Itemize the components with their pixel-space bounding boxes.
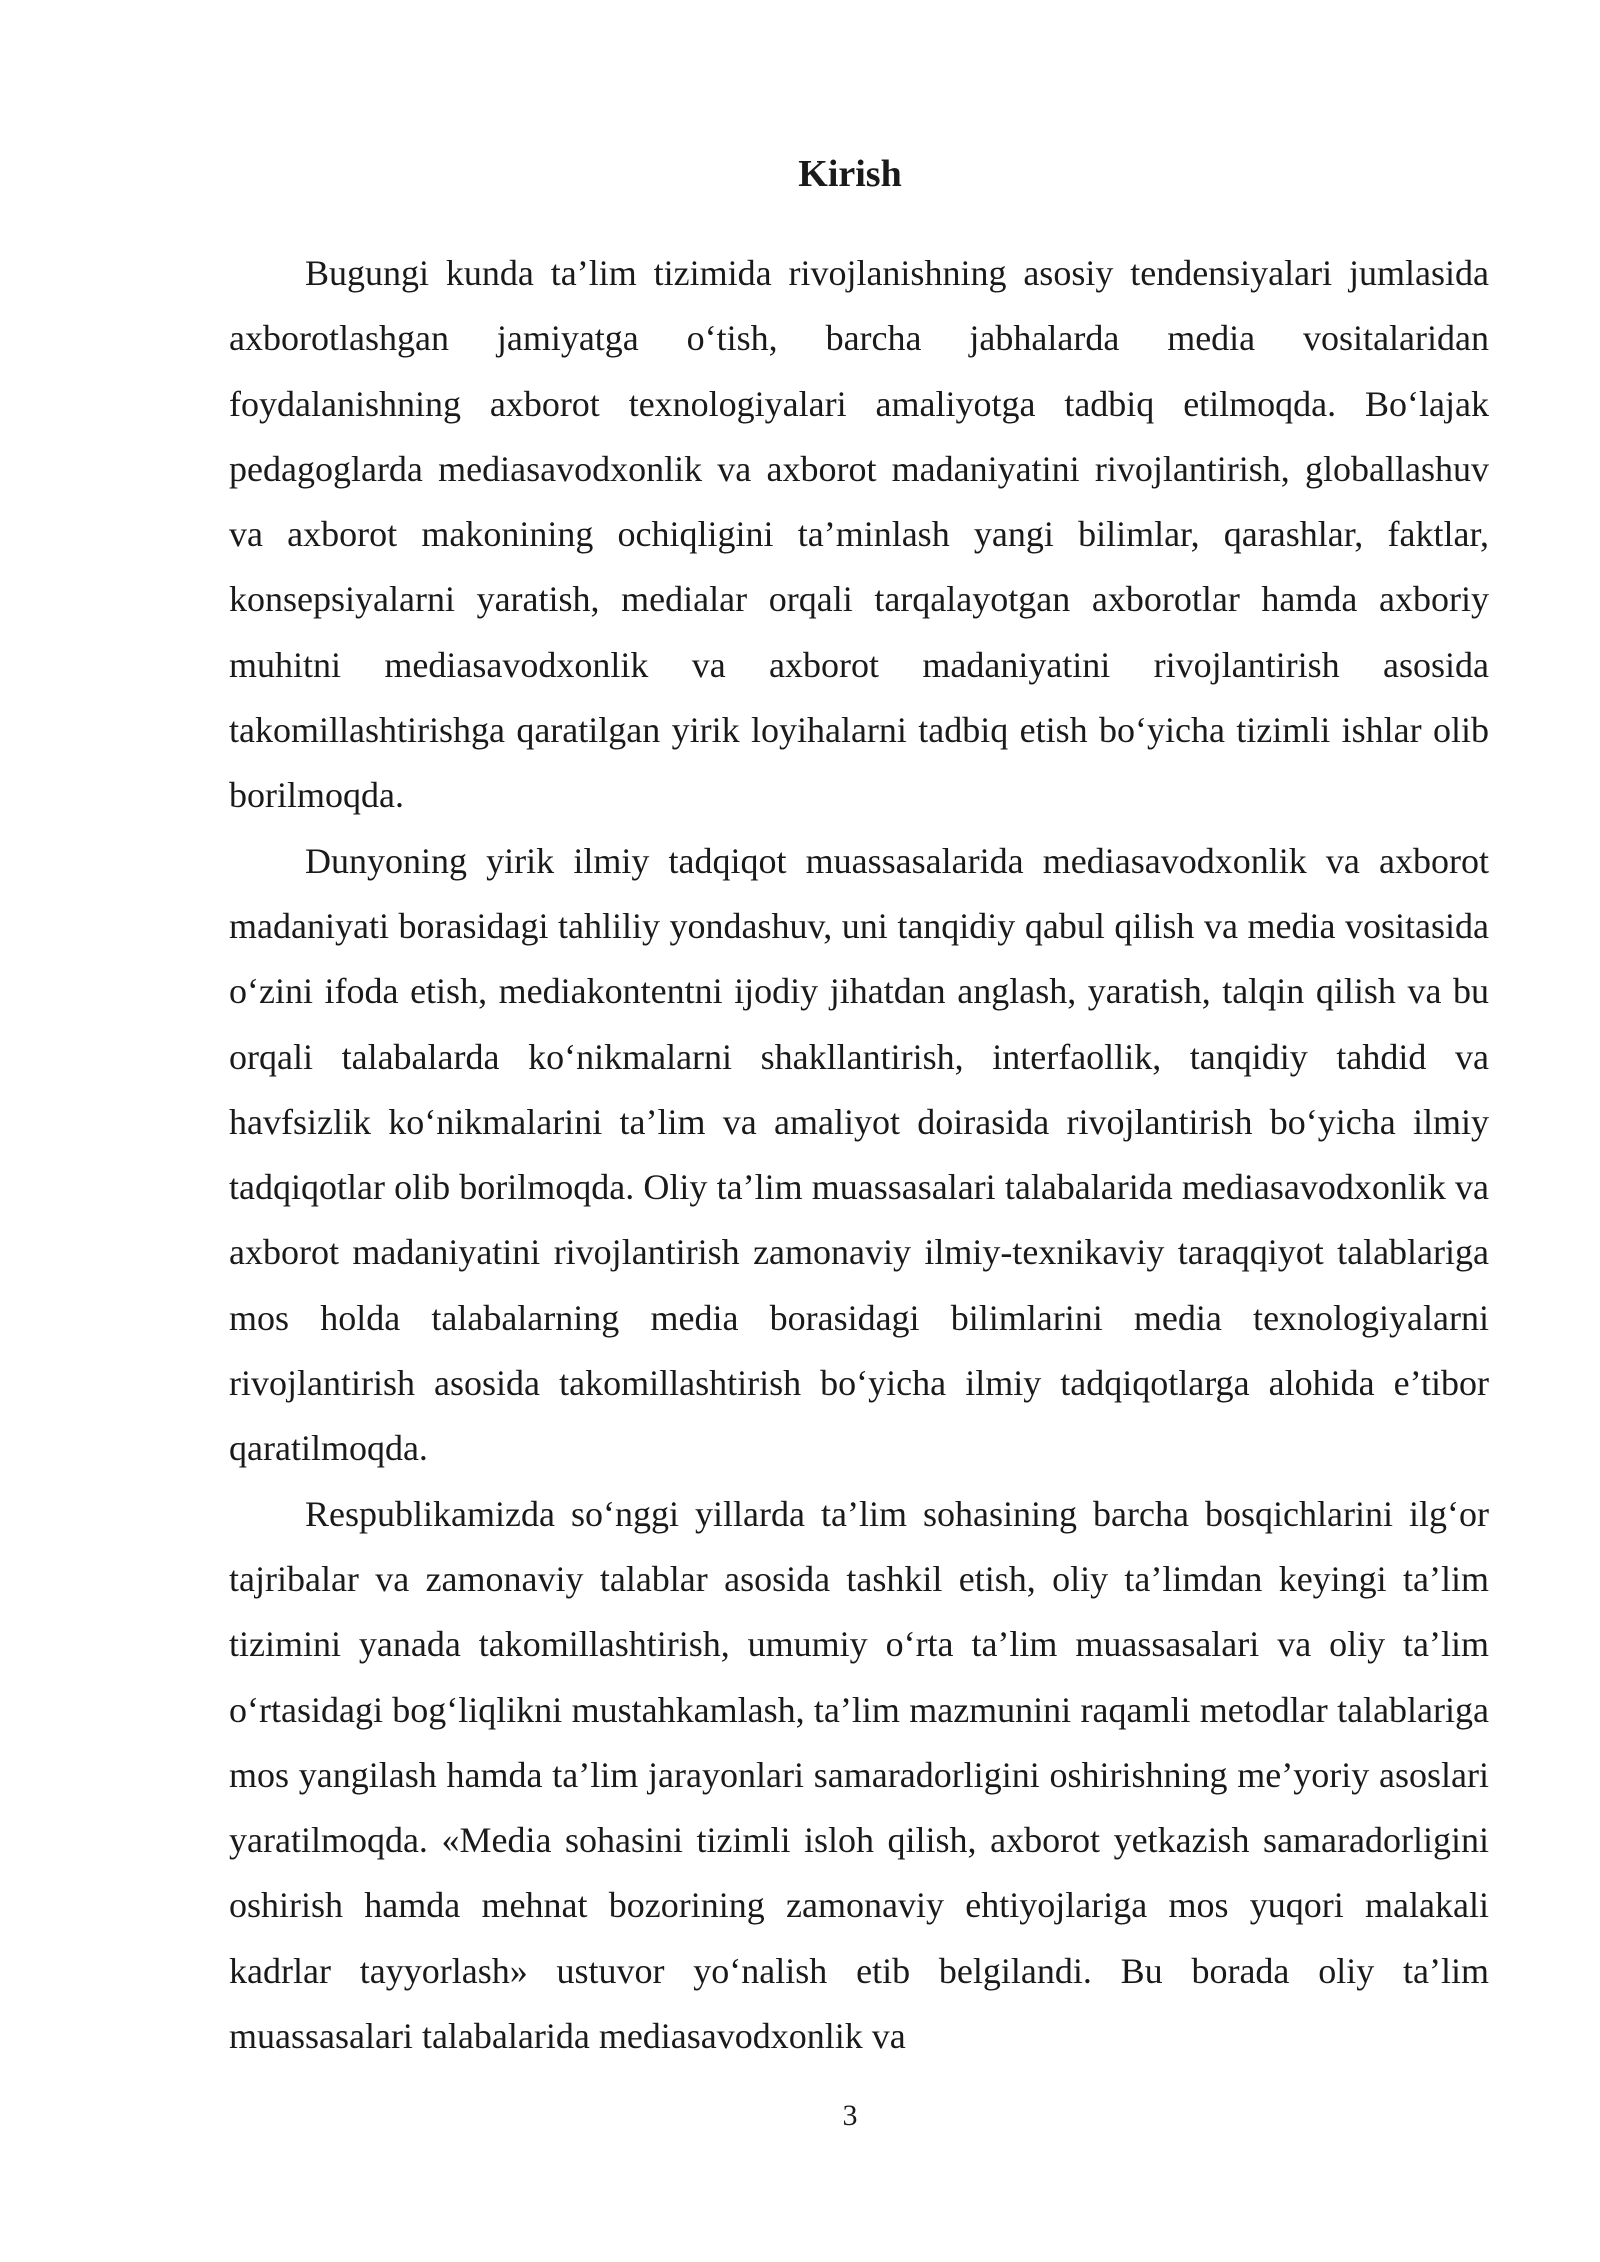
- page-number: 3: [842, 2099, 858, 2132]
- section-heading: Kirish: [798, 153, 902, 195]
- body-text: [229, 241, 1489, 2069]
- paragraph-2: Dunyoning yirik ilmiy tadqiqot muassasalarida mediasavodxonlik va axborot madaniyati borasidagi tahliliy yondashuv, uni tanqidiy qabul qilish va media vositasida o‘zini ifoda etish, mediakontentni ijodiy jihatdan anglash, yaratish, talqin qilish va bu orqali talabalarda ko‘nikmalarni shakllantirish, interfaollik, tanqidiy tahdid va havfsizlik ko‘nikmalarini ta’lim va amaliyot doirasida rivojlantirish bo‘yicha ilmiy tadqiqotlar olib borilmoqda. Oliy ta’lim muassasalari talabalarida mediasavodxonlik va axborot madaniyatini rivojlantirish zamonaviy ilmiy-texnikaviy taraqqiyot talablariga mos holda talabalarning media borasidagi bilimlarini media texnologiyalarni rivojlantirish asosida takomillashtirish bo‘yicha ilmiy tadqiqotlarga alohida e’tibor qaratilmoqda.: [229, 840, 1489, 1469]
- paragraph-1: Bugungi kunda ta’lim tizimida rivojlanishning asosiy tendensiyalari jumlasida axborotlashgan jamiyatga o‘tish, barcha jabhalarda media vositalaridan foydalanishning axborot texnologiyalari amaliyotga tadbiq etilmoqda. Bo‘lajak pedagoglarda mediasavodxonlik va axborot madaniyatini rivojlantirish, globallashuv va axborot makonining ochiqligini ta’minlash yangi bilimlar, qarashlar, faktlar, konsepsiyalarni yaratish, medialar orqali tarqalayotgan axborotlar hamda axboriy muhitni mediasavodxonlik va axborot madaniyatini rivojlantirish asosida takomillashtirishga qaratilgan yirik loyihalarni tadbiq etish bo‘yicha tizimli ishlar olib borilmoqda.: [229, 253, 1489, 816]
- paragraph-3: Respublikamizda so‘nggi yillarda ta’lim sohasining barcha bosqichlarini ilg‘or tajribalar va zamonaviy talablar asosida tashkil etish, oliy ta’limdan keyingi ta’lim tizimini yanada takomillashtirish, umumiy o‘rta ta’lim muassasalari va oliy ta’lim o‘rtasidagi bog‘liqlikni mustahkamlash, ta’lim mazmunini raqamli metodlar talablariga mos yangilash hamda ta’lim jarayonlari samaradorligini oshirishning me’yoriy asoslari yaratilmoqda. «Media sohasini tizimli isloh qilish, axborot yetkazish samaradorligini oshirish hamda mehnat bozorining zamonaviy ehtiyojlariga mos yuqori malakali kadrlar tayyorlash» ustuvor yo‘nalish etib belgilandi. Bu borada oliy ta’lim muassasalari talabalarida mediasavodxonlik va: [229, 1493, 1489, 2057]
